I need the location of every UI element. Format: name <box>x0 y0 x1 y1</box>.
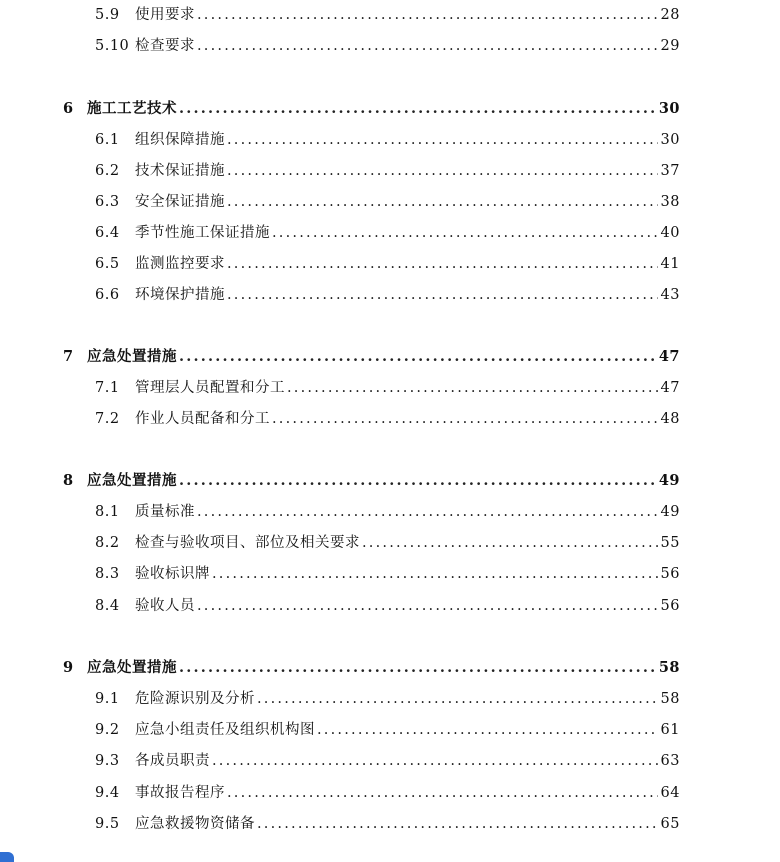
toc-entry-title: 检查要求 <box>135 38 195 54</box>
dot-leader <box>179 470 656 492</box>
toc-section-entry[interactable] <box>95 750 680 772</box>
toc-section-entry[interactable] <box>95 532 680 554</box>
toc-page-number: 64 <box>660 785 680 801</box>
toc-entry-number: 6.3 <box>95 194 120 210</box>
dot-leader <box>197 595 658 617</box>
dot-leader <box>227 160 658 182</box>
toc-section-entry[interactable] <box>95 782 680 804</box>
toc-page-number: 58 <box>658 659 680 676</box>
toc-entry-number: 6.6 <box>95 287 120 303</box>
toc-entry-number: 7.2 <box>95 411 120 427</box>
toc-entry-title: 使用要求 <box>135 7 195 23</box>
toc-section-entry[interactable] <box>95 222 680 244</box>
toc-entry-number: 9.4 <box>95 785 120 801</box>
toc-entry-title: 验收标识牌 <box>135 566 210 582</box>
toc-section-entry[interactable] <box>95 191 680 213</box>
toc-entry-number: 9.3 <box>95 753 120 769</box>
toc-entry-number: 5.10 <box>95 38 130 54</box>
dot-leader <box>212 750 658 772</box>
dot-leader <box>197 4 658 26</box>
toc-section-entry[interactable] <box>95 688 680 710</box>
toc-chapter-entry[interactable] <box>63 470 680 492</box>
dot-leader <box>179 98 656 120</box>
toc-entry-title: 事故报告程序 <box>135 785 225 801</box>
toc-entry-title: 检查与验收项目、部位及相关要求 <box>135 535 360 551</box>
toc-section-entry[interactable] <box>95 595 680 617</box>
dot-leader <box>257 813 658 835</box>
corner-badge-icon <box>0 852 14 862</box>
toc-section-entry[interactable] <box>95 813 680 835</box>
toc-entry-title: 环境保护措施 <box>135 287 225 303</box>
toc-page-number: 30 <box>660 132 680 148</box>
toc-entry-number: 8.1 <box>95 504 120 520</box>
dot-leader <box>362 532 658 554</box>
toc-entry-number: 6.5 <box>95 256 120 272</box>
toc-page-number: 48 <box>660 411 680 427</box>
toc-entry-number: 5.9 <box>95 7 120 23</box>
toc-page-number: 43 <box>660 287 680 303</box>
toc-page-number: 58 <box>660 691 680 707</box>
toc-chapter-entry[interactable] <box>63 657 680 679</box>
dot-leader <box>257 688 658 710</box>
toc-page-number: 55 <box>660 535 680 551</box>
toc-page-number: 30 <box>658 100 680 117</box>
dot-leader <box>227 129 658 151</box>
toc-page-number: 41 <box>660 256 680 272</box>
toc-chapter-entry[interactable] <box>63 346 680 368</box>
toc-entry-title: 技术保证措施 <box>135 163 225 179</box>
toc-section-entry[interactable] <box>95 563 680 585</box>
dot-leader <box>272 222 658 244</box>
toc-page-number: 65 <box>660 816 680 832</box>
dot-leader <box>179 657 656 679</box>
dot-leader <box>197 501 658 523</box>
toc-page-number: 29 <box>660 38 680 54</box>
dot-leader <box>212 563 658 585</box>
toc-entry-title: 作业人员配备和分工 <box>135 411 270 427</box>
toc-section-entry[interactable] <box>95 129 680 151</box>
toc-chapter-entry[interactable] <box>63 98 680 120</box>
toc-page-number: 56 <box>660 566 680 582</box>
toc-entry-title: 施工工艺技术 <box>87 100 177 117</box>
toc-entry-number: 7.1 <box>95 380 120 396</box>
toc-page-number: 40 <box>660 225 680 241</box>
dot-leader <box>227 253 658 275</box>
toc-section-entry[interactable] <box>95 284 680 306</box>
toc-entry-title: 质量标准 <box>135 504 195 520</box>
toc-entry-number: 9 <box>63 659 74 676</box>
toc-entry-title: 验收人员 <box>135 598 195 614</box>
dot-leader <box>317 719 658 741</box>
toc-entry-title: 应急处置措施 <box>87 659 177 676</box>
toc-entry-title: 组织保障措施 <box>135 132 225 148</box>
dot-leader <box>287 377 658 399</box>
toc-entry-number: 8.3 <box>95 566 120 582</box>
toc-page-number: 49 <box>660 504 680 520</box>
toc-entry-title: 应急小组责任及组织机构图 <box>135 722 315 738</box>
toc-section-entry[interactable] <box>95 377 680 399</box>
dot-leader <box>179 346 656 368</box>
toc-page-number: 38 <box>660 194 680 210</box>
toc-section-entry[interactable] <box>95 501 680 523</box>
toc-entry-title: 各成员职责 <box>135 753 210 769</box>
toc-entry-number: 8 <box>63 472 74 489</box>
toc-entry-title: 管理层人员配置和分工 <box>135 380 285 396</box>
toc-section-entry[interactable] <box>95 35 680 57</box>
toc-entry-number: 9.2 <box>95 722 120 738</box>
toc-page-number: 47 <box>660 380 680 396</box>
toc-entry-title: 应急处置措施 <box>87 472 177 489</box>
toc-entry-title: 应急救援物资储备 <box>135 816 255 832</box>
toc-page-number: 37 <box>660 163 680 179</box>
toc-entry-number: 6.1 <box>95 132 120 148</box>
toc-section-entry[interactable] <box>95 160 680 182</box>
toc-entry-number: 7 <box>63 348 74 365</box>
toc-entry-title: 监测监控要求 <box>135 256 225 272</box>
dot-leader <box>227 191 658 213</box>
toc-section-entry[interactable] <box>95 719 680 741</box>
toc-page-number: 47 <box>658 348 680 365</box>
dot-leader <box>272 408 658 430</box>
toc-entry-number: 6.4 <box>95 225 120 241</box>
toc-entry-number: 9.5 <box>95 816 120 832</box>
toc-entry-title: 危险源识别及分析 <box>135 691 255 707</box>
toc-page-number: 63 <box>660 753 680 769</box>
toc-page-number: 61 <box>660 722 680 738</box>
dot-leader <box>227 782 658 804</box>
toc-page-number: 49 <box>658 472 680 489</box>
toc-section-entry[interactable] <box>95 4 680 26</box>
toc-entry-number: 9.1 <box>95 691 120 707</box>
dot-leader <box>227 284 658 306</box>
toc-page-number: 56 <box>660 598 680 614</box>
dot-leader <box>197 35 658 57</box>
toc-entry-title: 安全保证措施 <box>135 194 225 210</box>
toc-entry-number: 6 <box>63 100 74 117</box>
toc-entry-number: 8.2 <box>95 535 120 551</box>
toc-entry-number: 6.2 <box>95 163 120 179</box>
toc-entry-title: 季节性施工保证措施 <box>135 225 270 241</box>
toc-section-entry[interactable] <box>95 408 680 430</box>
toc-entry-title: 应急处置措施 <box>87 348 177 365</box>
toc-section-entry[interactable] <box>95 253 680 275</box>
toc-page-number: 28 <box>660 7 680 23</box>
toc-entry-number: 8.4 <box>95 598 120 614</box>
